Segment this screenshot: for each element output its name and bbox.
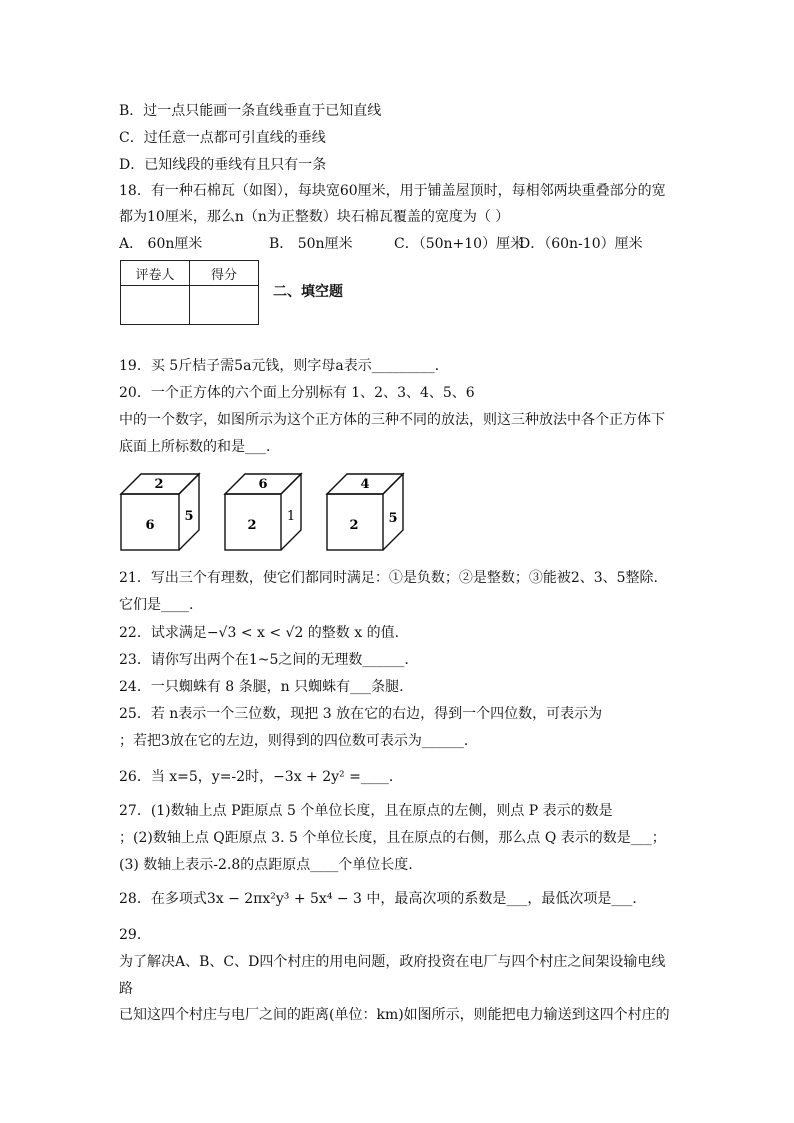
cube-2-top: 6 bbox=[258, 477, 268, 492]
cube-3-side: 5 bbox=[388, 511, 398, 526]
option-18-a: A． 60n厘米 bbox=[119, 236, 203, 252]
question-21-line-2: 它们是____. bbox=[119, 597, 194, 613]
question-18-line-2: 都为10厘米，那么n（n为正整数）块石棉瓦覆盖的宽度为（ ） bbox=[119, 209, 510, 225]
score-table bbox=[120, 260, 259, 325]
cube-1-top: 2 bbox=[154, 477, 164, 492]
question-20-line-3: 底面上所标数的和是___． bbox=[119, 439, 280, 455]
question-21-line-1: 21．写出三个有理数，使它们都同时满足：①是负数；②是整数；③能被2、3、5整除. bbox=[119, 570, 658, 586]
option-18-b: B． 50n厘米 bbox=[269, 236, 353, 252]
question-29-line-1: 为了解决A、B、C、D四个村庄的用电问题，政府投资在电厂与四个村庄之间架设输电线 bbox=[119, 954, 666, 970]
cube-3-top: 4 bbox=[360, 477, 370, 492]
score-table-cell-score bbox=[190, 286, 259, 325]
cube-1 bbox=[121, 474, 199, 550]
question-26: 26．当 x=5，y=-2时，−3x + 2y² =____． bbox=[119, 769, 403, 785]
score-table-cell-grader bbox=[121, 286, 190, 325]
cube-2-front: 2 bbox=[247, 518, 257, 533]
question-29-line-3: 已知这四个村庄与电厂之间的距离(单位：km)如图所示，则能把电力输送到这四个村庄的 bbox=[119, 1007, 670, 1023]
cube-3 bbox=[327, 474, 403, 550]
question-24: 24．一只蜘蛛有 8 条腿，n 只蜘蛛有___条腿. bbox=[119, 679, 404, 695]
option-c-line: C．过任意一点都可引直线的垂线 bbox=[119, 130, 326, 146]
question-23: 23．请你写出两个在1~5之间的无理数______. bbox=[119, 652, 409, 668]
question-18-line-1: 18．有一种石棉瓦（如图），每块宽60厘米，用于铺盖屋顶时，每相邻两块重叠部分的宽 bbox=[119, 183, 666, 199]
question-29-number: 29． bbox=[119, 927, 151, 943]
cubes-figure bbox=[118, 472, 418, 552]
question-27-line-3: (3) 数轴上表示-2.8的点距原点____个单位长度. bbox=[119, 857, 413, 873]
score-table-header-score: 得分 bbox=[190, 261, 259, 286]
cube-2 bbox=[225, 474, 301, 550]
option-d-line: D．已知线段的垂线有且只有一条 bbox=[119, 157, 327, 173]
option-18-c: C．（50n+10）厘米 bbox=[394, 236, 525, 252]
question-28: 28．在多项式3x − 2πx²y³ + 5x⁴ − 3 中，最高次项的系数是___，最低次项是___． bbox=[119, 891, 647, 907]
question-25-line-1: 25．若 n表示一个三位数，现把 3 放在它的右边，得到一个四位数，可表示为 bbox=[119, 706, 603, 722]
cube-1-front: 6 bbox=[145, 518, 155, 533]
question-20-line-1: 20．一个正方体的六个面上分别标有 1、2、3、4、5、6 bbox=[119, 385, 475, 401]
question-19: 19．买 5斤桔子需5a元钱，则字母a表示_________． bbox=[119, 358, 449, 374]
cube-3-front: 2 bbox=[349, 518, 359, 533]
question-20-line-2: 中的一个数字，如图所示为这个正方体的三种不同的放法，则这三种放法中各个正方体下 bbox=[119, 412, 665, 428]
question-25-line-2: ；若把3放在它的左边，则得到的四位数可表示为______． bbox=[119, 733, 478, 749]
question-27-line-2: ；(2)数轴上点 Q距原点 3. 5 个单位长度，且在原点的右侧，那么点 Q 表示的数是___； bbox=[119, 830, 666, 846]
section-title: 二、填空题 bbox=[273, 284, 343, 300]
cube-1-side: 5 bbox=[184, 509, 194, 524]
question-22: 22．试求满足−√3 < x < √2 的整数 x 的值. bbox=[119, 625, 400, 641]
option-18-d: D．（60n-10）厘米 bbox=[519, 236, 643, 252]
score-table-header-grader: 评卷人 bbox=[121, 261, 190, 286]
option-b-line: B．过一点只能画一条直线垂直于已知直线 bbox=[119, 103, 382, 119]
cube-2-side: 1 bbox=[286, 509, 296, 524]
question-29-line-2: 路 bbox=[119, 981, 133, 997]
question-27-line-1: 27．(1)数轴上点 P距原点 5 个单位长度，且在原点的左侧，则点 P 表示的数是 bbox=[119, 803, 613, 819]
